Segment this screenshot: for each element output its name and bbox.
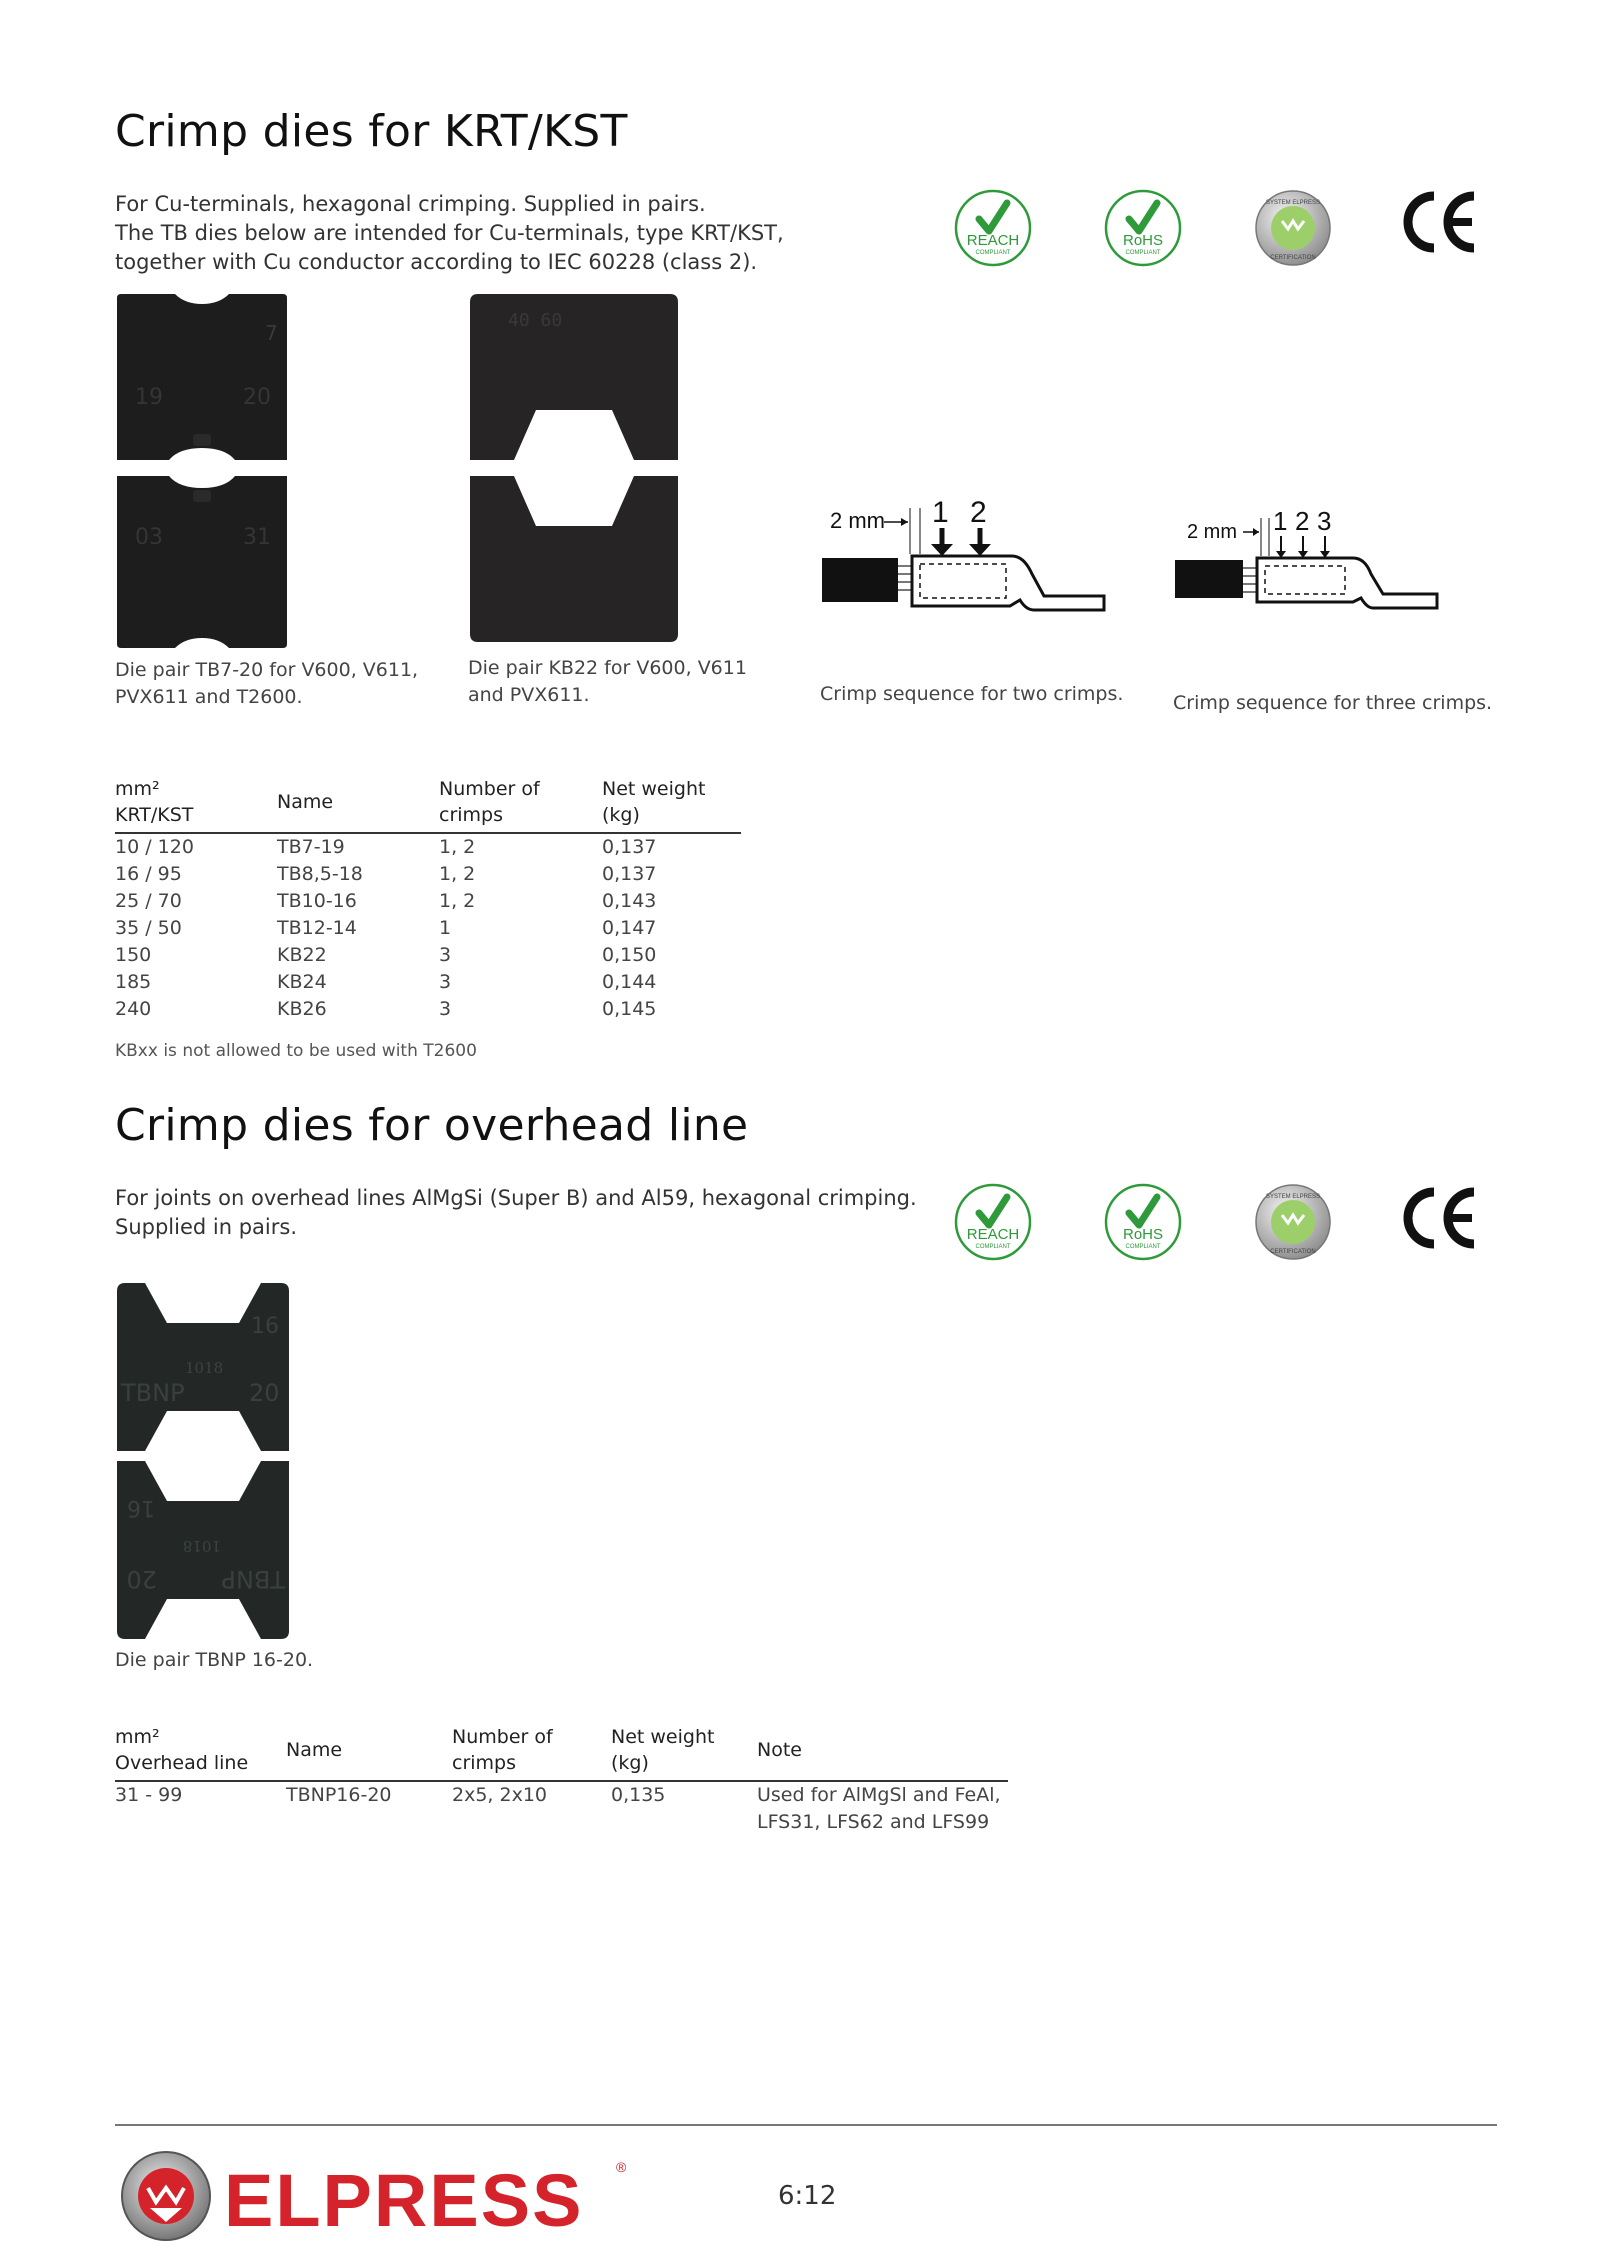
die-marking: 19 bbox=[135, 385, 163, 410]
crimp-number: 2 bbox=[1295, 506, 1310, 536]
die-pair-tbnp-16-20-photo bbox=[115, 1281, 291, 1641]
die-marking: 20 bbox=[249, 1379, 280, 1407]
column-header bbox=[115, 776, 277, 833]
header-line: (kg) bbox=[611, 1752, 649, 1774]
section-title-krt-kst: Crimp dies for KRT/KST bbox=[115, 106, 628, 157]
die-pair-kb22-photo bbox=[468, 292, 680, 644]
die-marking: 1018 bbox=[182, 1537, 221, 1555]
table-cell: 35 / 50 bbox=[115, 917, 182, 939]
table-cell: 0,147 bbox=[602, 917, 657, 939]
table-cell: 0,137 bbox=[602, 863, 657, 885]
header-line: Overhead line bbox=[115, 1752, 249, 1774]
ce-mark bbox=[1400, 182, 1480, 262]
section1-intro bbox=[115, 190, 784, 277]
column-header bbox=[602, 776, 741, 833]
intro-line: Supplied in pairs. bbox=[115, 1215, 297, 1239]
table-header-row bbox=[115, 776, 741, 833]
header-line: crimps bbox=[439, 804, 504, 826]
note-line: Used for AlMgSl and FeAl, bbox=[757, 1784, 1001, 1806]
cert-top-label: SYSTEM ELPRESS bbox=[1265, 1194, 1321, 1200]
rohs-compliant-badge bbox=[1104, 1183, 1182, 1261]
crimp-number: 2 bbox=[970, 496, 987, 529]
header-line: (kg) bbox=[602, 804, 640, 826]
logo-wordmark: ELPRESS bbox=[224, 2159, 584, 2242]
table-cell: TB8,5-18 bbox=[277, 863, 363, 885]
table-row bbox=[115, 888, 741, 915]
intro-line: For Cu-terminals, hexagonal crimping. Supplied in pairs. bbox=[115, 192, 706, 216]
die-marking: 03 bbox=[135, 525, 163, 550]
header-line: Name bbox=[286, 1739, 343, 1761]
table-cell: 150 bbox=[115, 944, 152, 966]
table-row bbox=[115, 861, 741, 888]
registered-mark: ® bbox=[616, 2159, 627, 2175]
table-cell: TB12-14 bbox=[277, 917, 357, 939]
die-marking: 20 bbox=[243, 385, 271, 410]
diagram2-caption: Crimp sequence for three crimps. bbox=[1173, 692, 1493, 714]
crimp-sequence-three-diagram bbox=[1173, 502, 1443, 622]
die-marking: 31 bbox=[243, 525, 271, 550]
table-row bbox=[115, 833, 741, 861]
header-line: Number of bbox=[452, 1726, 553, 1748]
crimp-sequence-two-diagram bbox=[820, 494, 1110, 614]
photo2-caption bbox=[468, 655, 747, 709]
table-cell: TB10-16 bbox=[277, 890, 357, 912]
page-number: 6:12 bbox=[778, 2181, 837, 2211]
reach-sub-label: COMPLIANT bbox=[975, 250, 1011, 256]
intro-line: together with Cu conductor according to IEC 60228 (class 2). bbox=[115, 250, 758, 274]
rohs-label: RoHS bbox=[1122, 1226, 1164, 1243]
header-line: Note bbox=[757, 1739, 802, 1761]
table-cell: 1, 2 bbox=[439, 836, 476, 858]
die-marking: TBNP bbox=[121, 1379, 185, 1407]
die-marking: 1018 bbox=[185, 1359, 224, 1377]
table-row bbox=[115, 969, 741, 996]
cert-bottom-label: CERTIFICATION bbox=[1270, 1249, 1316, 1255]
column-header bbox=[452, 1724, 611, 1781]
table-cell: 3 bbox=[439, 971, 452, 993]
table-cell: 0,143 bbox=[602, 890, 657, 912]
table-cell: KB24 bbox=[277, 971, 327, 993]
intro-line: For joints on overhead lines AlMgSi (Super B) and Al59, hexagonal crimping. bbox=[115, 1186, 917, 1210]
overhead-line-spec-table bbox=[115, 1724, 1008, 1836]
header-line: mm² bbox=[115, 778, 160, 800]
dimension-label: 2 mm bbox=[830, 508, 885, 533]
table-cell: 2x5, 2x10 bbox=[452, 1784, 548, 1806]
die-pair-tb7-20-photo bbox=[115, 292, 289, 650]
column-header bbox=[757, 1724, 1008, 1781]
table-cell: TBNP16-20 bbox=[286, 1784, 392, 1806]
photo1-caption bbox=[115, 657, 418, 711]
column-header bbox=[115, 1724, 286, 1781]
elpress-logo bbox=[120, 2148, 640, 2244]
header-line: Name bbox=[277, 791, 334, 813]
table-cell: 3 bbox=[439, 944, 452, 966]
table-row bbox=[115, 1781, 1008, 1836]
intro-line: The TB dies below are intended for Cu-terminals, type KRT/KST, bbox=[115, 221, 784, 245]
die-marking: 7 bbox=[265, 321, 278, 345]
table-cell: 1 bbox=[439, 917, 452, 939]
dimension-label: 2 mm bbox=[1187, 521, 1237, 543]
table-cell: 0,150 bbox=[602, 944, 657, 966]
system-certification-badge bbox=[1254, 189, 1332, 267]
table-cell: 1, 2 bbox=[439, 890, 476, 912]
header-line: KRT/KST bbox=[115, 804, 194, 826]
header-line: Net weight bbox=[611, 1726, 715, 1748]
note-line: LFS31, LFS62 and LFS99 bbox=[757, 1811, 990, 1833]
reach-compliant-badge bbox=[954, 1183, 1032, 1261]
header-line: Number of bbox=[439, 778, 540, 800]
reach-label: REACH bbox=[966, 1226, 1020, 1243]
table-cell: 10 / 120 bbox=[115, 836, 194, 858]
column-header bbox=[611, 1724, 757, 1781]
cert-bottom-label: CERTIFICATION bbox=[1270, 255, 1316, 261]
table-row bbox=[115, 915, 741, 942]
table-cell: 240 bbox=[115, 998, 152, 1020]
system-certification-badge bbox=[1254, 1183, 1332, 1261]
column-header bbox=[277, 776, 439, 833]
reach-label: REACH bbox=[966, 232, 1020, 249]
header-line: crimps bbox=[452, 1752, 517, 1774]
table-cell: KB22 bbox=[277, 944, 327, 966]
column-header bbox=[439, 776, 602, 833]
footer-divider bbox=[115, 2124, 1497, 2126]
die-marking: TBNP bbox=[221, 1565, 285, 1593]
usage-note: KBxx is not allowed to be used with T2600 bbox=[115, 1041, 477, 1061]
cert-top-label: SYSTEM ELPRESS bbox=[1265, 200, 1321, 206]
table-cell: 1, 2 bbox=[439, 863, 476, 885]
table-cell: 0,137 bbox=[602, 836, 657, 858]
table-cell: KB26 bbox=[277, 998, 327, 1020]
rohs-sub-label: COMPLIANT bbox=[1125, 1244, 1161, 1250]
caption-line: and PVX611. bbox=[468, 684, 590, 706]
table-cell bbox=[757, 1781, 1008, 1836]
die-marking: 20 bbox=[126, 1565, 157, 1593]
table-cell: 0,145 bbox=[602, 998, 657, 1020]
die-marking: 40 60 bbox=[508, 310, 563, 331]
diagram1-caption: Crimp sequence for two crimps. bbox=[820, 683, 1124, 705]
die-marking: 16 bbox=[127, 1495, 155, 1520]
table-cell: 0,135 bbox=[611, 1784, 666, 1806]
crimp-number: 1 bbox=[1273, 506, 1288, 536]
caption-line: Die pair TB7-20 for V600, V611, bbox=[115, 659, 419, 681]
crimp-number: 3 bbox=[1317, 506, 1332, 536]
column-header bbox=[286, 1724, 452, 1781]
table-header-row bbox=[115, 1724, 1008, 1781]
table-cell: TB7-19 bbox=[277, 836, 345, 858]
caption-line: PVX611 and T2600. bbox=[115, 686, 303, 708]
table-cell: 3 bbox=[439, 998, 452, 1020]
table-cell: 31 - 99 bbox=[115, 1784, 183, 1806]
table-cell: 25 / 70 bbox=[115, 890, 182, 912]
krt-kst-spec-table bbox=[115, 776, 741, 1023]
caption-line: Die pair KB22 for V600, V611 bbox=[468, 657, 747, 679]
header-line: mm² bbox=[115, 1726, 160, 1748]
photo3-caption: Die pair TBNP 16-20. bbox=[115, 1649, 314, 1671]
rohs-label: RoHS bbox=[1122, 232, 1164, 249]
table-cell: 16 / 95 bbox=[115, 863, 182, 885]
table-cell: 185 bbox=[115, 971, 152, 993]
table-row bbox=[115, 996, 741, 1023]
rohs-sub-label: COMPLIANT bbox=[1125, 250, 1161, 256]
rohs-compliant-badge bbox=[1104, 189, 1182, 267]
section-title-overhead-line: Crimp dies for overhead line bbox=[115, 1100, 749, 1151]
table-cell: 0,144 bbox=[602, 971, 657, 993]
ce-mark bbox=[1400, 1178, 1480, 1258]
reach-sub-label: COMPLIANT bbox=[975, 1244, 1011, 1250]
section2-intro bbox=[115, 1184, 917, 1242]
table-row bbox=[115, 942, 741, 969]
die-marking: 16 bbox=[251, 1314, 279, 1339]
header-line: Net weight bbox=[602, 778, 706, 800]
reach-compliant-badge bbox=[954, 189, 1032, 267]
crimp-number: 1 bbox=[932, 496, 949, 529]
